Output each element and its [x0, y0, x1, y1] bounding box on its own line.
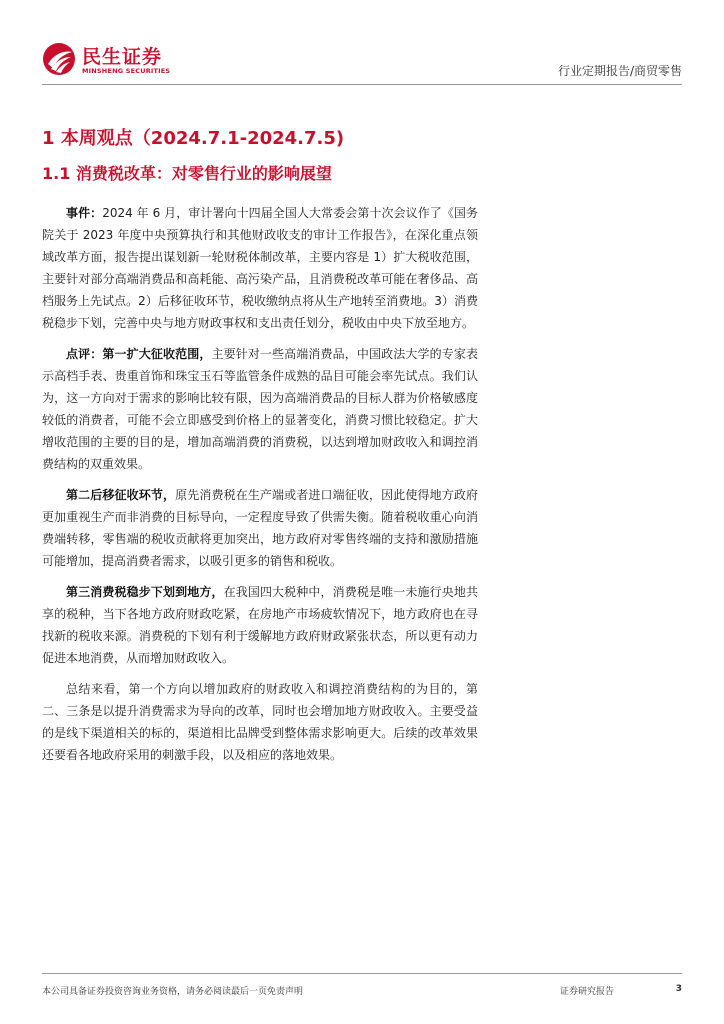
paragraph-text: 2024 年 6 月，审计署向十四届全国人大常委会第十次会议作了《国务院关于 2023 年度中央预算执行和其他财政收支的审计工作报告》，在深化重点领域改革方面，报告提出谋划新一轮财税体制改革，主要内容是 1）扩大税收范围，主要针对部分高端消费品和高耗能、高污染产品，且消费税改革可能在奢侈品、高档服务上先试点。2）后移征收环节，税收缴纳点将从生产地转至消费地。3）消费税稳步下划，完善中央与地方财政事权和支出责任划分，税收由中央下放至地方。: [42, 206, 478, 330]
paragraph-comment-second: [42, 484, 478, 572]
paragraph-lead: 第二后移征收环节，: [66, 488, 176, 502]
paragraph-comment-first: [42, 343, 478, 475]
brand-name-en: MINSHENG SECURITIES: [82, 67, 171, 75]
paragraph-text: 在我国四大税种中，消费税是唯一未施行央地共享的税种，当下各地方政府财政吃紧，在房地产市场疲软情况下，地方政府也在寻找新的税收来源。消费税的下划有利于缓解地方政府财政紧张状态，所以更有动力促进本地消费，从而增加财政收入。: [42, 585, 478, 665]
paragraph-lead: 事件：: [66, 206, 103, 220]
paragraph-text: 主要针对一些高端消费品，中国政法大学的专家表示高档手表、贵重首饰和珠宝玉石等监管条件成熟的品目可能会率先试点。我们认为，这一方向对于需求的影响比较有限，因为高端消费品的目标人群为价格敏感度较低的消费者，可能不会立即感受到价格上的显著变化，消费习惯比较稳定。扩大增收范围的主要的目的是，增加高端消费的消费税，以达到增加财政收入和调控消费结构的双重效果。: [42, 347, 478, 471]
paragraph-text: 总结来看，第一个方向以增加政府的财政收入和调控消费结构的为目的，第二、三条是以提升消费需求为导向的改革，同时也会增加地方财政收入。主要受益的是线下渠道相关的标的，渠道相比品牌受到整体需求影响更大。后续的改革效果还要看各地政府采用的刺激手段，以及相应的落地效果。: [42, 682, 478, 762]
page-number: 3: [675, 984, 682, 994]
section-heading: 1 本周观点（2024.7.1-2024.7.5): [42, 128, 345, 149]
paragraph-comment-third: [42, 581, 478, 669]
footer-divider: [42, 973, 682, 974]
footer-doc-type: 证券研究报告: [560, 987, 615, 997]
minsheng-emblem-icon: [42, 42, 76, 76]
article-body: [42, 202, 478, 775]
paragraph-lead: 第三消费税稳步下划到地方，: [66, 585, 224, 599]
paragraph-text: 原先消费税在生产端或者进口端征收，因此使得地方政府更加重视生产而非消费的目标导向，一定程度导致了供需失衡。随着税收重心向消费端转移，零售端的税收贡献将更加突出，地方政府对零售终端的支持和激励措施可能增加，提高消费者需求，以吸引更多的销售和税收。: [42, 488, 478, 568]
paragraph-event: [42, 202, 478, 334]
minsheng-logo: [42, 40, 182, 80]
header-divider: [42, 84, 682, 85]
page-header: [42, 40, 682, 84]
paragraph-lead: 点评：第一扩大征收范围，: [66, 347, 212, 361]
subsection-heading: 1.1 消费税改革：对零售行业的影响展望: [42, 164, 332, 183]
footer-disclaimer: 本公司具备证券投资咨询业务资格，请务必阅读最后一页免责声明: [42, 987, 304, 997]
paragraph-summary: [42, 678, 478, 766]
report-type-label: 行业定期报告/商贸零售: [557, 64, 682, 78]
brand-name-cn: 民生证券: [82, 46, 163, 68]
